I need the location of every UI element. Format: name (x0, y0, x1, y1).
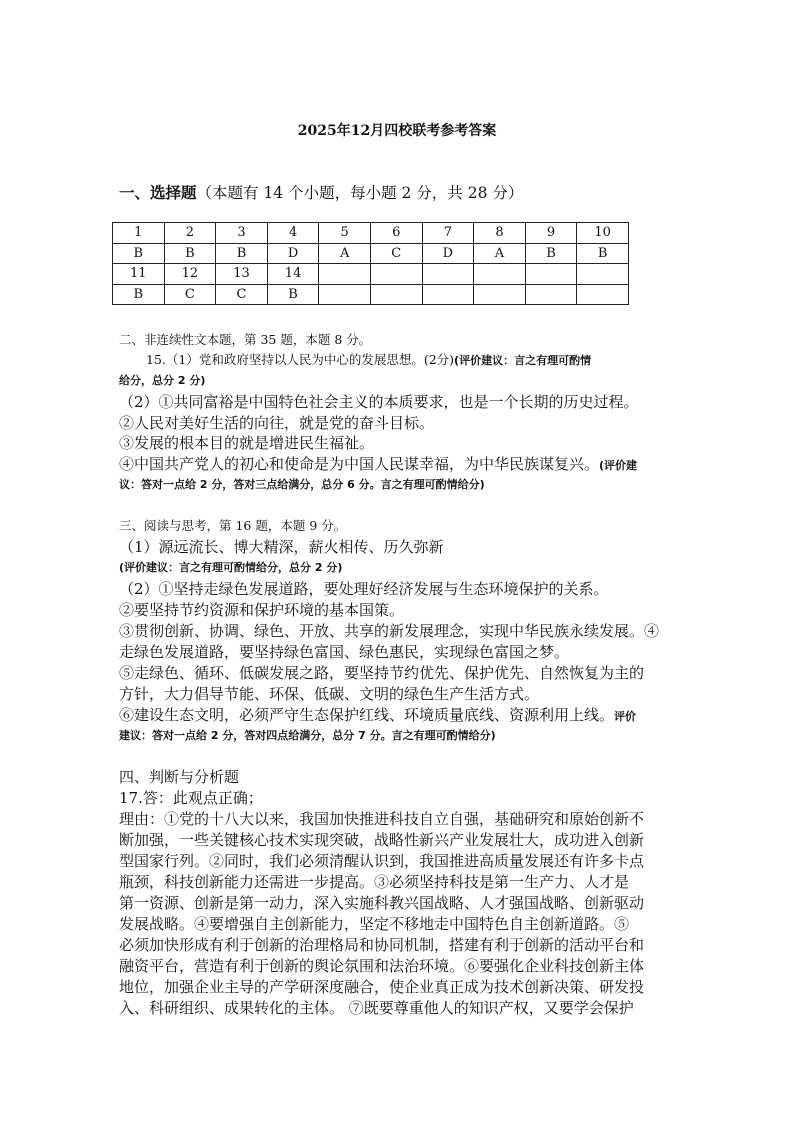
q17-reason-line: 地位，加强企业主导的产学研深度融合，使企业真正成为技术创新决策、研发投 (119, 978, 645, 996)
q16-part2-line5: ⑤走绿色、循环、低碳发展之路，要坚持节约优先、保护优先、自然恢复为主的 (119, 664, 645, 682)
answer-table-cell (422, 264, 474, 285)
answer-table-cell: 2 (164, 223, 216, 244)
answer-table-cell (525, 284, 577, 305)
answer-table-cell (422, 284, 474, 305)
answer-table-cell: 13 (216, 264, 268, 285)
q15-part2-line1: （2）①共同富裕是中国特色社会主义的本质要求，也是一个长期的历史过程。 (119, 393, 639, 411)
answer-table-cell: 3 (216, 223, 268, 244)
answer-table-row (113, 223, 629, 244)
answer-table-cell: 10 (577, 223, 629, 244)
answer-table-cell (525, 264, 577, 285)
section1-title: 一、选择题 (119, 183, 197, 202)
q16-part2-line7 (119, 705, 689, 727)
answer-table-cell: B (164, 243, 216, 264)
q17-reason-line: 瓶颈，科技创新能力还需进一步提高。③必须坚持科技是第一生产力、人才是 (119, 873, 630, 891)
answer-table-row (113, 284, 629, 305)
answer-table-cell: B (216, 243, 268, 264)
answer-table-cell: 9 (525, 223, 577, 244)
answer-table-cell (577, 284, 629, 305)
q15-part1-note-cont: 给分，总分 2 分) (119, 374, 206, 387)
q17-reason-line: 型国家行列。②同时，我们必须清醒认识到，我国推进高质量发展还有许多卡点 (119, 852, 645, 870)
answer-table-cell: B (577, 243, 629, 264)
answer-table-cell: B (525, 243, 577, 264)
answer-table-cell (370, 264, 422, 285)
section2-heading: 二、非连续性文本题，第 35 题，本题 8 分。 (119, 332, 372, 347)
section1-heading (119, 181, 523, 203)
answer-table (112, 222, 629, 305)
q17-answer: 17.答：此观点正确； (119, 789, 263, 807)
answer-table-cell: 5 (319, 223, 371, 244)
answer-table-cell: 8 (474, 223, 526, 244)
q15-part2-note-cont: 议：答对一点给 2 分，答对三点给满分，总分 6 分。言之有理可酌情给分) (119, 478, 485, 491)
answer-table-cell: D (267, 243, 319, 264)
answer-table-cell: 1 (113, 223, 165, 244)
q17-reason-line: 入、科研组织、成果转化的主体。 ⑦既要尊重他人的知识产权，又要学会保护 (119, 999, 634, 1017)
section4-heading: 四、判断与分析题 (119, 768, 240, 786)
q16-part2-line1: （2）①坚持走绿色发展道路，要处理好经济发展与生态环境保护的关系。 (119, 580, 609, 598)
q16-part2-note-cont: 建议：答对一点给 2 分，答对四点给满分，总分 7 分。言之有理可酌情给分) (119, 729, 496, 742)
answer-table-cell (319, 264, 371, 285)
q16-part2-line2: ②要坚持节约资源和保护环境的基本国策。 (119, 601, 405, 619)
q15-part2-line4-text: ④中国共产党人的初心和使命是为中国人民谋幸福，为中华民族谋复兴。 (119, 455, 600, 473)
answer-table-cell: 4 (267, 223, 319, 244)
q16-part1-note: (评价建议：言之有理可酌情给分，总分 2 分) (119, 561, 343, 574)
answer-table-cell (319, 284, 371, 305)
answer-table-cell: B (267, 284, 319, 305)
q16-part2-line3: ③贯彻创新、协调、绿色、开放、共享的新发展理念，实现中华民族永续发展。④ (119, 622, 660, 640)
answer-table-cell (370, 284, 422, 305)
answer-table-cell (474, 284, 526, 305)
answer-table-cell: A (474, 243, 526, 264)
q16-part2-line6: 方针，大力倡导节能、环保、低碳、文明的绿色生产生活方式。 (119, 685, 540, 703)
q15-part1 (146, 350, 716, 371)
answer-table-cell: 11 (113, 264, 165, 285)
answer-table-cell: 14 (267, 264, 319, 285)
q17-reason-line: 理由：①党的十八大以来，我国加快推进科技自立自强，基础研究和原始创新不 (119, 810, 645, 828)
page-title: 2025年12月四校联考参考答案 (297, 123, 497, 139)
q16-part2-line4: 走绿色发展道路，要坚持绿色富国、绿色惠民，实现绿色富国之梦。 (119, 643, 570, 661)
section1-desc: （本题有 14 个小题，每小题 2 分，共 28 分） (196, 184, 524, 202)
answer-table-cell: C (164, 284, 216, 305)
q15-part2-note: (评价建 (599, 459, 638, 472)
answer-table-cell: C (370, 243, 422, 264)
answer-table-cell: B (113, 284, 165, 305)
answer-table-cell (474, 264, 526, 285)
q15-part2-line4 (119, 454, 689, 476)
q17-reason-line: 融资平台，营造有利于创新的舆论氛围和法治环境。⑥要强化企业科技创新主体 (119, 957, 645, 975)
q15-part2-line3: ③发展的根本目的就是增进民生福祉。 (119, 434, 375, 452)
answer-table-cell: A (319, 243, 371, 264)
answer-table-cell: 7 (422, 223, 474, 244)
q16-part2-line7-text: ⑥建设生态文明，必须严守生态保护红线、环境质量底线、资源利用上线。 (119, 706, 615, 724)
q17-reason-line: 第一资源、创新是第一动力，深入实施科教兴国战略、人才强国战略、创新驱动 (119, 894, 645, 912)
q16-part1: （1）源远流长、博大精深，薪火相传、历久弥新 (119, 538, 444, 556)
answer-table-row (113, 243, 629, 264)
answer-table-row (113, 264, 629, 285)
q17-reason-line: 断加强，一些关键核心技术实现突破，战略性新兴产业发展壮大，成功进入创新 (119, 831, 645, 849)
q15-part1-text: 15.（1）党和政府坚持以人民为中心的发展思想。(2分) (146, 352, 455, 367)
answer-table-cell: 6 (370, 223, 422, 244)
q17-reason-line: 发展战略。④要增强自主创新能力，坚定不移地走中国特色自主创新道路。⑤ (119, 915, 630, 933)
answer-table-cell: D (422, 243, 474, 264)
q15-part2-line2: ②人民对美好生活的向往，就是党的奋斗目标。 (119, 414, 435, 432)
answer-table-cell (577, 264, 629, 285)
answer-table-cell: C (216, 284, 268, 305)
answer-table-cell: 12 (164, 264, 216, 285)
q17-reason-line: 必须加快形成有利于创新的治理格局和协同机制，搭建有利于创新的活动平台和 (119, 936, 645, 954)
answer-table-cell: B (113, 243, 165, 264)
q16-part2-note: 评价 (614, 710, 637, 723)
q15-part1-note: (评价建议：言之有理可酌情 (454, 354, 592, 367)
section3-heading: 三、阅读与思考，第 16 题，本题 9 分。 (119, 518, 347, 533)
